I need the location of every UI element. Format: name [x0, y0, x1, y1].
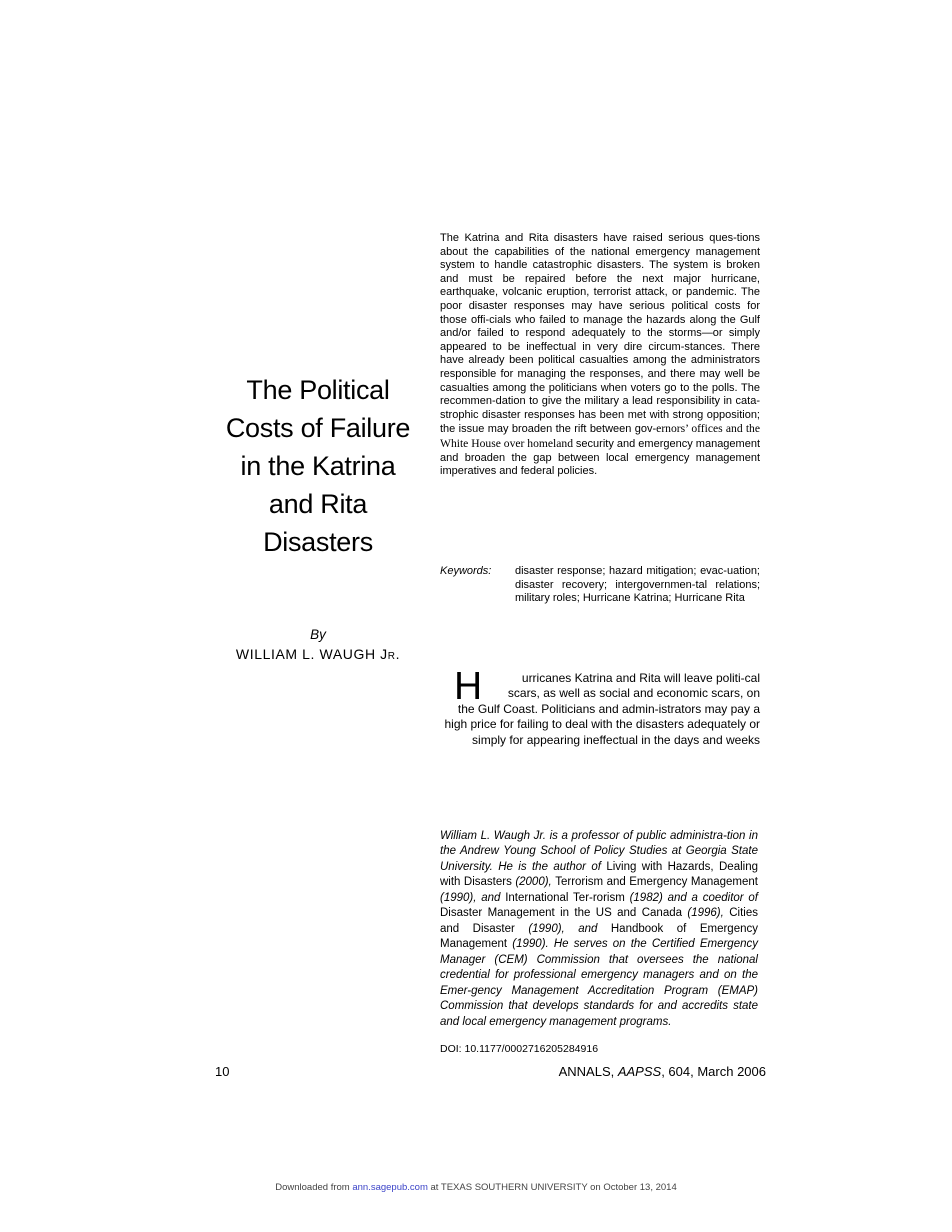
- bio-book-title: Terrorism and Emergency Management: [555, 876, 758, 888]
- journal-abbrev: AAPSS: [617, 1064, 662, 1079]
- bio-segment: (1990), and: [440, 891, 506, 904]
- page-footer: [215, 1063, 766, 1080]
- abstract-paragraph: [440, 232, 760, 479]
- bio-segment: (2000),: [515, 876, 556, 888]
- abstract-text-sans-1: The Katrina and Rita disasters have raised serious ques-tions about the capabilities of the national emergency management system to handle catastrophic disasters. The system is broken and must be repaired before the next major hurricane, earthquake, volcanic eruption, terrorist attack, or pandemic. The poor disaster responses may have serious political costs for those offi-cials who failed to manage the hazards along the Gulf and/or failed to respond adequately to the storms—or simply appeared to be ineffectual in very dire circum-stances. There have already been political casualties among the administrators responsible for managing the responses, and there may well be casualties among the politicians when voters go to the polls. The recommen-dation to give the military a lead responsibility in cata-strophic disaster responses has been met with strong opposition; the issue may broaden the rift between gov-: [440, 232, 760, 436]
- abstract-text-serif: ernors’ offices and the White House over homeland: [440, 422, 761, 450]
- journal-line-pre: ANNALS,: [558, 1064, 618, 1079]
- download-notice-suffix: at TEXAS SOUTHERN UNIVERSITY on October 13, 2014: [427, 1182, 677, 1193]
- author-name-suffix: Jr.: [380, 646, 401, 662]
- bio-segment: (1990), and: [528, 922, 611, 935]
- bio-book-title: Disaster Management in the US and Canada: [440, 907, 688, 919]
- intro-paragraph: [440, 665, 760, 748]
- download-notice-prefix: Downloaded from: [275, 1182, 353, 1193]
- bio-segment: (1982) and a coeditor of: [629, 891, 759, 904]
- author-name-main: WILLIAM L. WAUGH: [235, 646, 376, 662]
- intro-text: urricanes Katrina and Rita will leave politi-cal scars, as well as social and economic scars, on the Gulf Coast. Politicians and admin-istrators may pay a high price for failing to deal with the disasters adequately or simply for appearing ineffectual in the days and weeks: [444, 671, 760, 747]
- article-title-line: The Political: [246, 375, 390, 405]
- doi-line: DOI: 10.1177/0002716205284916: [440, 1043, 599, 1055]
- article-title-line: Costs of Failure: [225, 413, 411, 443]
- keywords-label: Keywords:: [440, 565, 492, 577]
- bio-segment: (1990). He serves on the Certified Emergency Manager (CEM) Commission that oversees the national credential for professional emergency managers and on the Emer-gency Management Accreditation Program (EMAP) Commission that develops standards for and accredits state and local emergency management programs.: [440, 938, 758, 1028]
- article-title-line: and Rita: [268, 489, 368, 519]
- article-title-line: Disasters: [263, 527, 373, 557]
- drop-cap: H: [454, 665, 483, 708]
- page-number: 10: [215, 1064, 230, 1079]
- keywords-text: disaster response; hazard mitigation; evac-uation; disaster recovery; intergovernmen-tal relations; military roles; Hurricane Katrina; Hurricane Rita: [515, 565, 760, 605]
- download-notice: [0, 1182, 952, 1194]
- article-title: [213, 371, 423, 561]
- journal-line-post: , 604, March 2006: [661, 1064, 766, 1079]
- article-title-line: in the Katrina: [240, 451, 396, 481]
- bio-segment: William L. Waugh Jr. is a professor of public administra-tion in the Andrew Young School of Policy Studies at Georgia State University. He is the author of: [440, 829, 758, 873]
- author-bio: [440, 829, 758, 1031]
- by-label: By: [310, 627, 326, 642]
- bio-book-title: Cities and Disaster: [440, 907, 758, 935]
- keywords-block: [440, 565, 760, 606]
- byline: [213, 625, 423, 664]
- bio-segment: (1996),: [687, 907, 730, 919]
- author-name: [213, 644, 423, 664]
- bio-book-title: Living with Hazards, Dealing with Disasters: [440, 860, 758, 888]
- abstract-text-sans-2: security and emergency management and broaden the gap between local emergency management imperatives and federal policies.: [440, 437, 760, 478]
- bio-book-title: Handbook of Emergency Management: [440, 922, 758, 950]
- bio-book-title: International Ter-rorism: [505, 891, 630, 904]
- journal-line: [559, 1063, 766, 1080]
- sagepub-link[interactable]: ann.sagepub.com: [352, 1182, 428, 1193]
